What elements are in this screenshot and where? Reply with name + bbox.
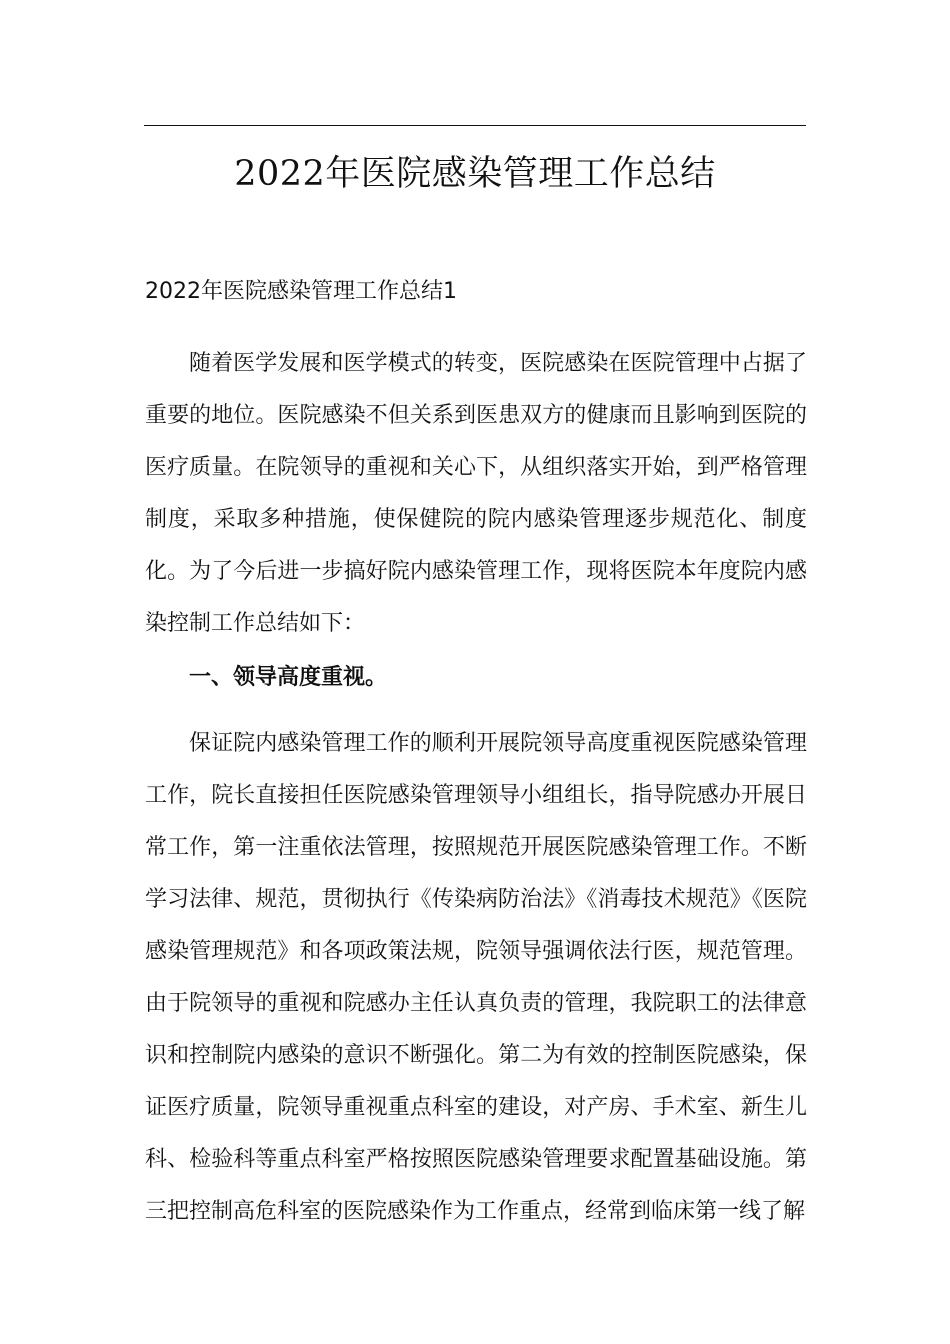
document-title: 2022年医院感染管理工作总结 xyxy=(234,154,716,194)
section-heading: 一、领导高度重视。 xyxy=(189,665,388,690)
document-subtitle: 2022年医院感染管理工作总结1 xyxy=(145,279,457,304)
top-rule xyxy=(144,125,806,126)
paragraph-intro: 随着医学发展和医学模式的转变，医院感染在医院管理中占据了重要的地位。医院感染不但关系到医患双方的健康而且影响到医院的医疗质量。在院领导的重视和关心下，从组织落实开始，到严格管理制度，采取多种措施，使保健院的院内感染管理逐步规范化、制度化。为了今后进一步搞好院内感染管理工作，现将医院本年度院内感染控制工作总结如下： xyxy=(145,351,807,636)
paragraph-leadership: 保证院内感染管理工作的顺利开展院领导高度重视医院感染管理工作，院长直接担任医院感染管理领导小组组长，指导院感办开展日常工作，第一注重依法管理，按照规范开展医院感染管理工作。不断学习法律、规范，贯彻执行《传染病防治法》《消毒技术规范》《医院感染管理规范》和各项政策法规，院领导强调依法行医，规范管理。由于院领导的重视和院感办主任认真负责的管理，我院职工的法律意识和控制院内感染的意识不断强化。第二为有效的控制医院感染，保证医疗质量，院领导重视重点科室的建设，对产房、手术室、新生儿科、检验科等重点科室严格按照医院感染管理要求配置基础设施。第三把控制高危科室的医院感染作为工作重点，经常到临床第一线了解 xyxy=(145,731,807,1224)
